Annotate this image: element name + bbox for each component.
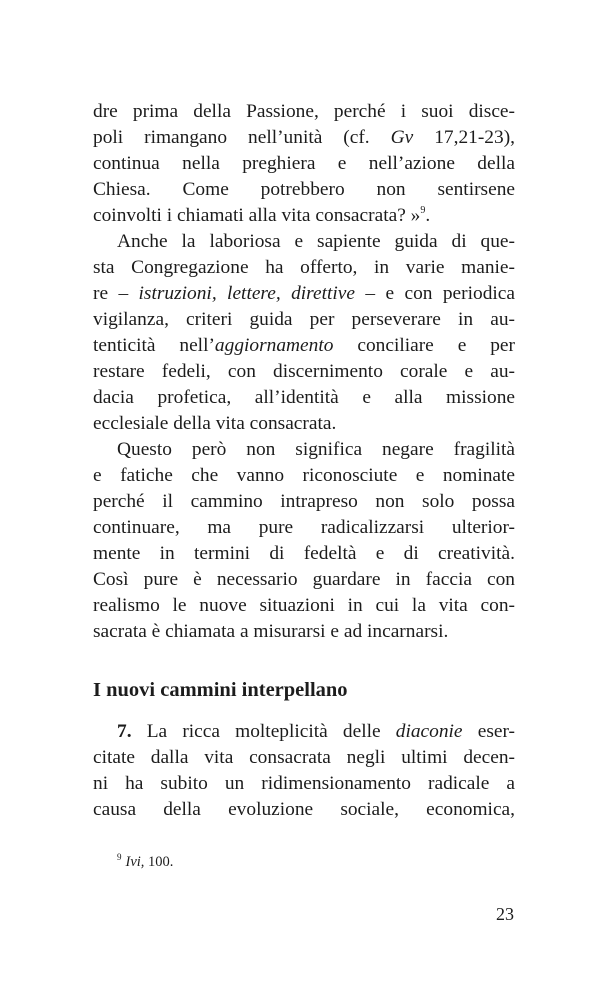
text-line: Anche la laboriosa e sapiente guida di que-: [117, 231, 515, 252]
footnote-mark: 9: [117, 852, 122, 862]
text-line: mente in termini di fedeltà e di creatività.: [93, 543, 515, 564]
text-line: coinvolti i chiamati alla vita consacrata? »$^9$.: [93, 205, 431, 226]
text-line: vigilanza, criteri guida per perseverare in au-: [93, 309, 515, 330]
text-line: causa della evoluzione sociale, economica,: [93, 799, 515, 820]
paragraph-1: [93, 99, 515, 229]
text-line: dre prima della Passione, perché i suoi disce-: [93, 101, 515, 122]
footnote-text: 100.: [144, 854, 174, 870]
text-line: Questo però non significa negare fragilità: [117, 439, 515, 460]
text-line: poli rimangano nell’unità (cf. Gv 17,21-23),: [93, 127, 515, 148]
text-line: dacia profetica, all’identità e alla missione: [93, 387, 515, 408]
paragraph-2: [93, 229, 515, 437]
text-line: tenticità nell’aggiornamento conciliare e per: [93, 335, 515, 356]
footnote-ref: Ivi,: [125, 854, 145, 870]
text-line: 7. La ricca molteplicità delle diaconie eser-: [117, 721, 515, 742]
text-line: ni ha subito un ridimensionamento radicale a: [93, 773, 515, 794]
text-line: Chiesa. Come potrebbero non sentirsene: [93, 179, 515, 200]
paragraph-3: [93, 437, 515, 645]
text-line: e fatiche che vanno riconosciute e nominate: [93, 465, 515, 486]
text-line: continuare, ma pure radicalizzarsi ulterior-: [93, 517, 515, 538]
text-line: sacrata è chiamata a misurarsi e ad incarnarsi.: [93, 621, 449, 642]
paragraph-number: 7.: [117, 721, 132, 742]
text-line: realismo le nuove situazioni in cui la vita con-: [93, 595, 515, 616]
text-line: restare fedeli, con discernimento corale e au-: [93, 361, 515, 382]
paragraph-4: [93, 719, 515, 823]
footnote: [117, 852, 173, 872]
page-number: 23: [496, 904, 514, 924]
text-line: continua nella preghiera e nell’azione della: [93, 153, 515, 174]
text-line: perché il cammino intrapreso non solo possa: [93, 491, 515, 512]
text-line: ecclesiale della vita consacrata.: [93, 413, 337, 434]
text-line: re – istruzioni, lettere, direttive – e con periodica: [93, 283, 515, 304]
text-line: Così pure è necessario guardare in faccia con: [93, 569, 515, 590]
section-heading: I nuovi cammini interpellano: [93, 679, 348, 701]
text-line: sta Congregazione ha offerto, in varie manie-: [93, 257, 515, 278]
text-line: citate dalla vita consacrata negli ultimi decen-: [93, 747, 515, 768]
footnote-reference: 9: [420, 205, 426, 216]
